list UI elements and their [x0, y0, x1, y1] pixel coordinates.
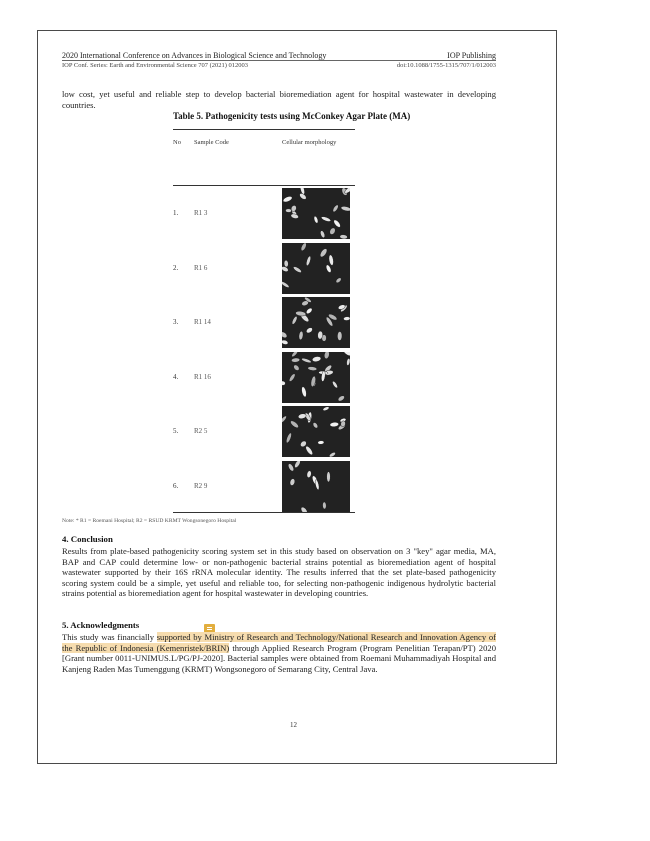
header-rule — [62, 60, 496, 61]
col-header-no: No — [173, 139, 181, 146]
table-row — [173, 405, 355, 458]
ack-text-start: This study was financially — [62, 632, 157, 642]
sem-micrograph — [282, 406, 350, 457]
table-row — [173, 187, 355, 240]
publisher: IOP Publishing — [447, 51, 496, 60]
sem-micrograph — [282, 461, 350, 512]
row-number: 1. — [173, 209, 179, 217]
table-row — [173, 460, 355, 513]
sample-code: R2 9 — [194, 481, 208, 490]
sem-micrograph — [282, 352, 350, 403]
table-top-rule — [173, 129, 355, 130]
sample-code: R1 14 — [194, 318, 211, 326]
page-number: 12 — [290, 721, 297, 729]
sem-micrograph — [282, 297, 350, 348]
conclusion-paragraph: Results from plate-based pathogenicity scoring system set in this study based on observation on 3 "key" agar media, MA, BAP and CAP could determine low- or non-pathogenic bacterial strains potential as bioremediation agent of hospital wastewater supported by their 16S rRNA molecular identity. The results inferred that the set plate-based pathogenicity scoring system could be a simple, yet useful and reliable too, for selecting non-pathogenic indigenous hydrolytic bacterial strains potential as bioremediation agent for hospital wastewater in developing countries. — [62, 546, 496, 599]
table-row — [173, 296, 355, 349]
col-header-morphology: Cellular morphology — [282, 139, 337, 146]
table-note: Note: * R1 = Roemani Hospital; R2 = RSUD KRMT Wongsonegoro Hospital — [62, 518, 237, 524]
table-bottom-rule — [173, 512, 355, 513]
row-number: 4. — [173, 372, 179, 381]
sem-micrograph — [282, 188, 350, 239]
sample-code: R1 3 — [194, 209, 208, 217]
row-number: 6. — [173, 481, 179, 490]
table-header-rule — [173, 185, 355, 186]
sem-micrograph — [282, 243, 350, 294]
table-row — [173, 351, 355, 404]
table-row — [173, 242, 355, 295]
intro-paragraph: low cost, yet useful and reliable step to develop bacterial bioremediation agent for hospital wastewater in developing countries. — [62, 89, 496, 110]
conference-title: 2020 International Conference on Advances in Biological Science and Technology — [62, 51, 327, 60]
acknowledgments-paragraph — [62, 632, 496, 674]
highlighted-text[interactable]: supported by Ministry of Research and Technology/National Research and Innovation Agency of the Republic of Indonesia (Kemenristek/BRIN) — [62, 632, 496, 653]
acknowledgments-heading: 5. Acknowledgments — [62, 620, 140, 630]
row-number: 3. — [173, 318, 179, 326]
sample-code: R1 16 — [194, 372, 211, 381]
conclusion-heading: 4. Conclusion — [62, 534, 113, 544]
running-header — [62, 51, 496, 60]
sample-code: R1 6 — [194, 263, 208, 272]
ack-text-end: through Applied Research Program (Program Penelitian Terapan/PT) 2020 [Grant number 0011-UNIMUS.L/PG/PJ-2020]. Bacterial samples were obtained from Roemani Muhammadiyah Hospital and Kanjeng Raden Mas Tumenggung (KRMT) Wongsonegoro of Semarang City, Central Java. — [62, 642, 496, 674]
table-caption: Table 5. Pathogenicity tests using McConkey Agar Plate (MA) — [173, 111, 411, 121]
series-info: IOP Conf. Series: Earth and Environmental Science 707 (2021) 012003 — [62, 62, 249, 69]
sample-code: R2 5 — [194, 427, 208, 435]
doi: doi:10.1088/1755-1315/707/1/012003 — [396, 62, 496, 69]
row-number: 2. — [173, 263, 179, 272]
series-line — [62, 62, 496, 69]
col-header-code: Sample Code — [194, 139, 229, 146]
row-number: 5. — [173, 427, 179, 435]
